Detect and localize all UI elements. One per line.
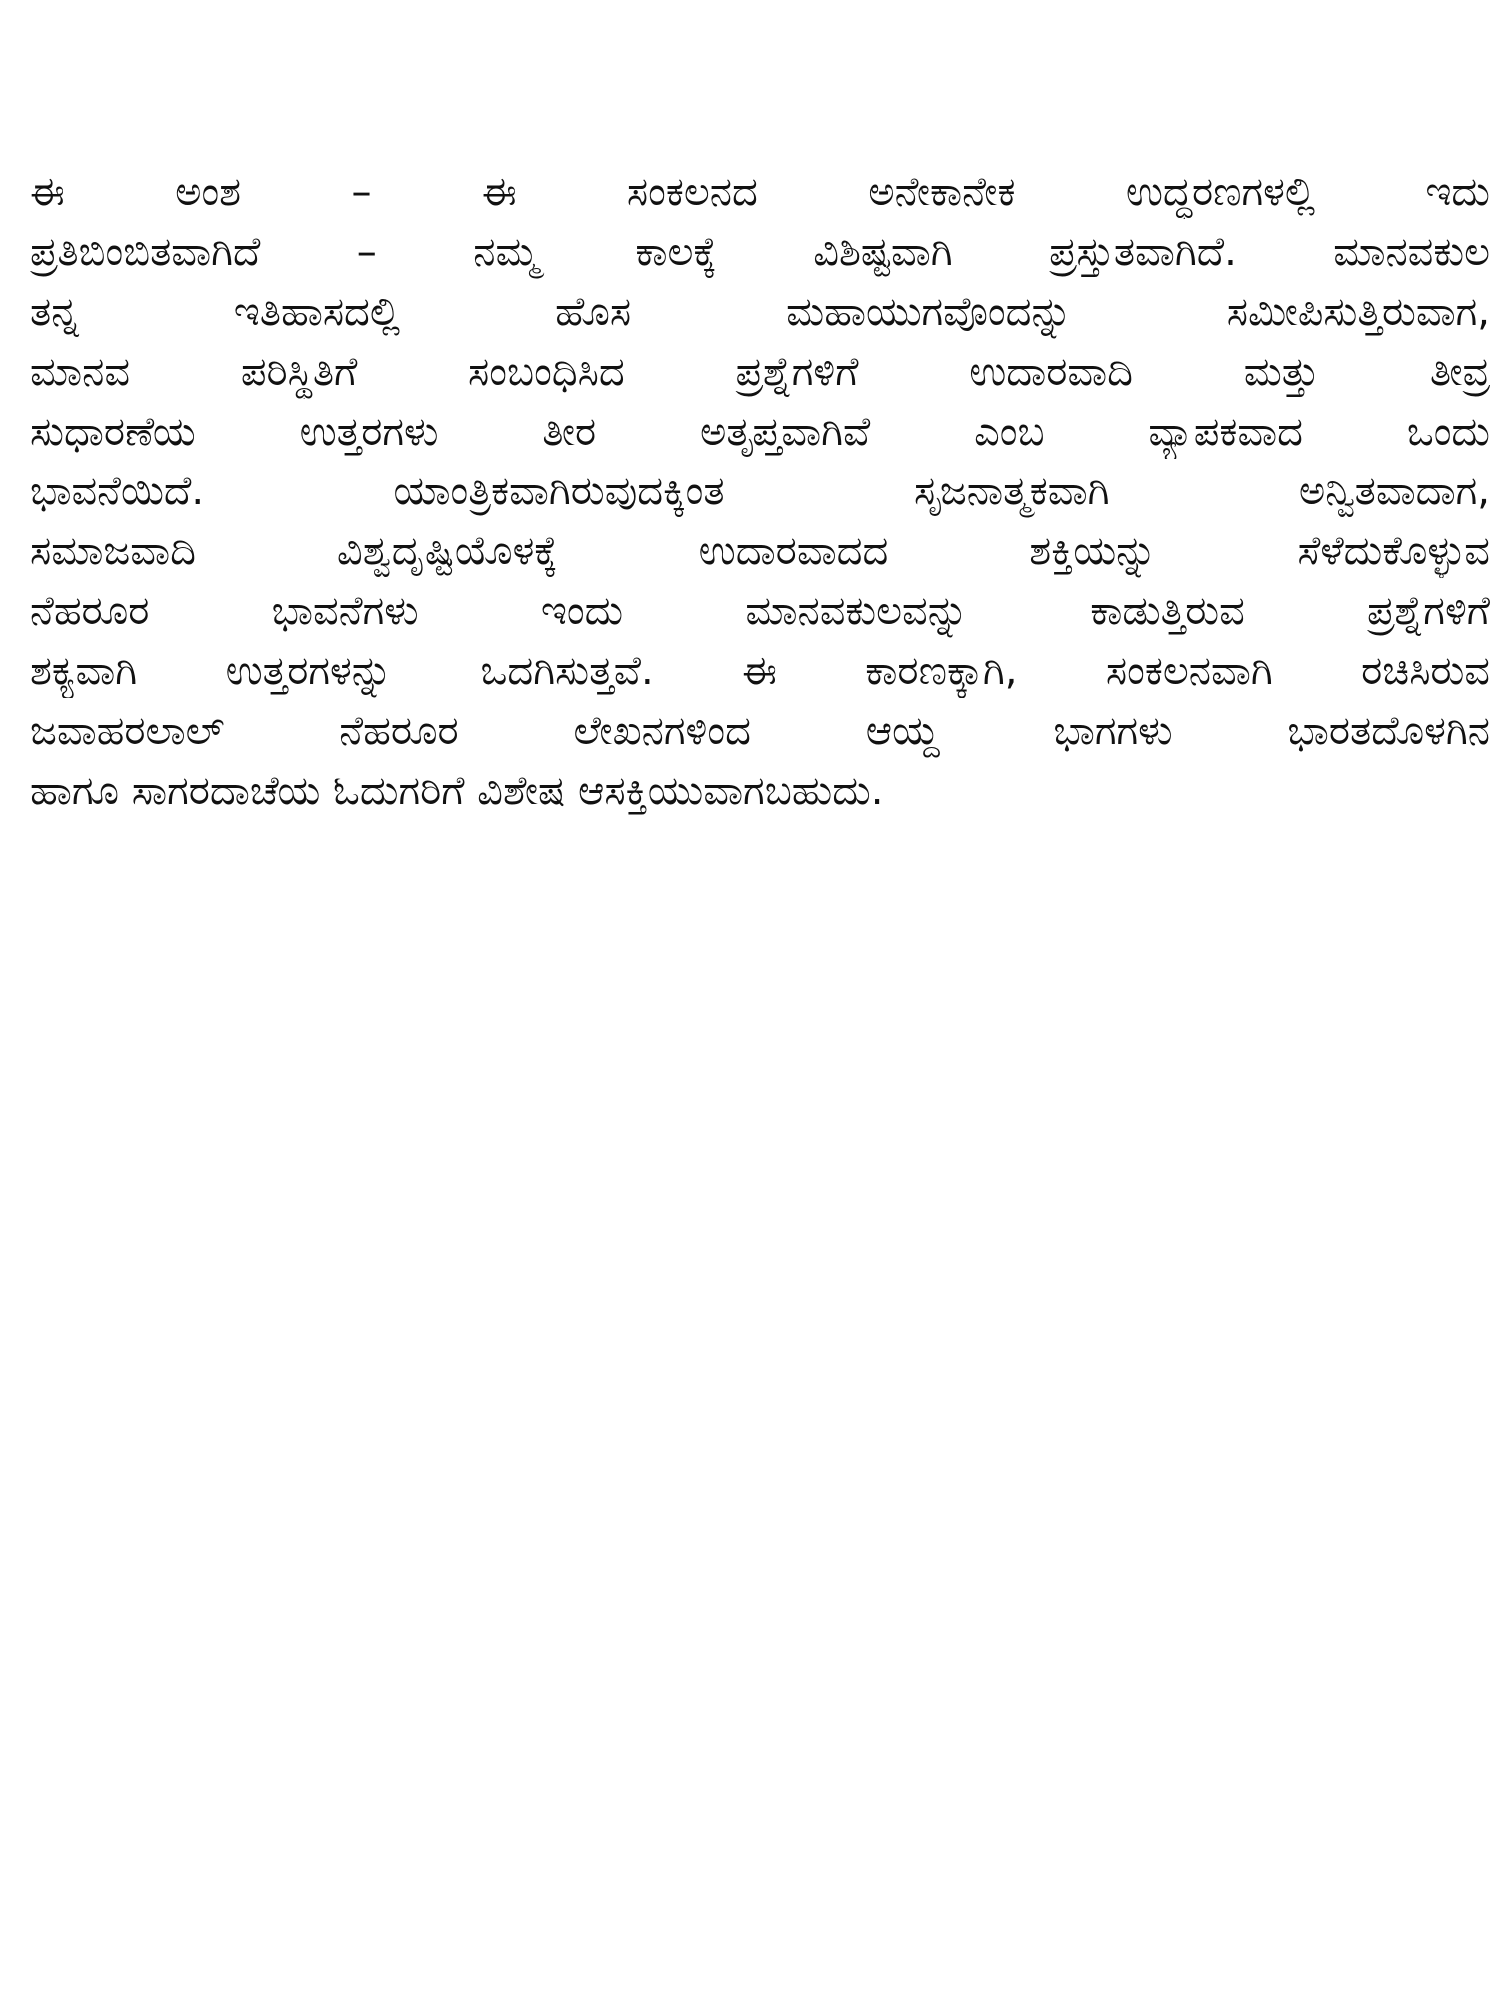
text-line: ಜವಾಹರಲಾಲ್ ನೆಹರೂರ ಲೇಖನಗಳಿಂದ ಆಯ್ದ ಭಾಗಗಳು ಭಾರತದೊಳಗಿನ (30, 708, 1490, 755)
text-line: ಶಕ್ಯವಾಗಿ ಉತ್ತರಗಳನ್ನು ಒದಗಿಸುತ್ತವೆ. ಈ ಕಾರಣಕ್ಕಾಗಿ, ಸಂಕಲನವಾಗಿ ರಚಿಸಿರುವ (30, 648, 1490, 695)
text-line: ಮಾನವ ಪರಿಸ್ಥಿತಿಗೆ ಸಂಬಂಧಿಸಿದ ಪ್ರಶ್ನೆಗಳಿಗೆ ಉದಾರವಾದಿ ಮತ್ತು ತೀವ್ರ (30, 348, 1490, 395)
text-line: ಪ್ರತಿಬಿಂಬಿತವಾಗಿದೆ – ನಮ್ಮ ಕಾಲಕ್ಕೆ ವಿಶಿಷ್ಟವಾಗಿ ಪ್ರಸ್ತುತವಾಗಿದೆ. ಮಾನವಕುಲ (30, 228, 1490, 275)
text-line: ತನ್ನ ಇತಿಹಾಸದಲ್ಲಿ ಹೊಸ ಮಹಾಯುಗವೊಂದನ್ನು ಸಮೀಪಿಸುತ್ತಿರುವಾಗ, (30, 288, 1490, 335)
text-line: ಸುಧಾರಣೆಯ ಉತ್ತರಗಳು ತೀರ ಅತೃಪ್ತವಾಗಿವೆ ಎಂಬ ವ್ಯಾಪಕವಾದ ಒಂದು (30, 408, 1490, 455)
text-line: ಸಮಾಜವಾದಿ ವಿಶ್ವದೃಷ್ಟಿಯೊಳಕ್ಕೆ ಉದಾರವಾದದ ಶಕ್ತಿಯನ್ನು ಸೆಳೆದುಕೊಳ್ಳುವ (30, 528, 1490, 575)
body-paragraph (30, 165, 1490, 824)
text-line: ಭಾವನೆಯಿದೆ. ಯಾಂತ್ರಿಕವಾಗಿರುವುದಕ್ಕಿಂತ ಸೃಜನಾತ್ಮಕವಾಗಿ ಅನ್ವಿತವಾದಾಗ, (30, 468, 1490, 515)
text-line: ಈ ಅಂಶ – ಈ ಸಂಕಲನದ ಅನೇಕಾನೇಕ ಉದ್ಧರಣಗಳಲ್ಲಿ ಇದು (30, 169, 1490, 215)
text-line: ಹಾಗೂ ಸಾಗರದಾಚೆಯ ಓದುಗರಿಗೆ ವಿಶೇಷ ಆಸಕ್ತಿಯುವಾಗಬಹುದು. (30, 767, 884, 814)
text-line: ನೆಹರೂರ ಭಾವನೆಗಳು ಇಂದು ಮಾನವಕುಲವನ್ನು ಕಾಡುತ್ತಿರುವ ಪ್ರಶ್ನೆಗಳಿಗೆ (30, 588, 1490, 635)
